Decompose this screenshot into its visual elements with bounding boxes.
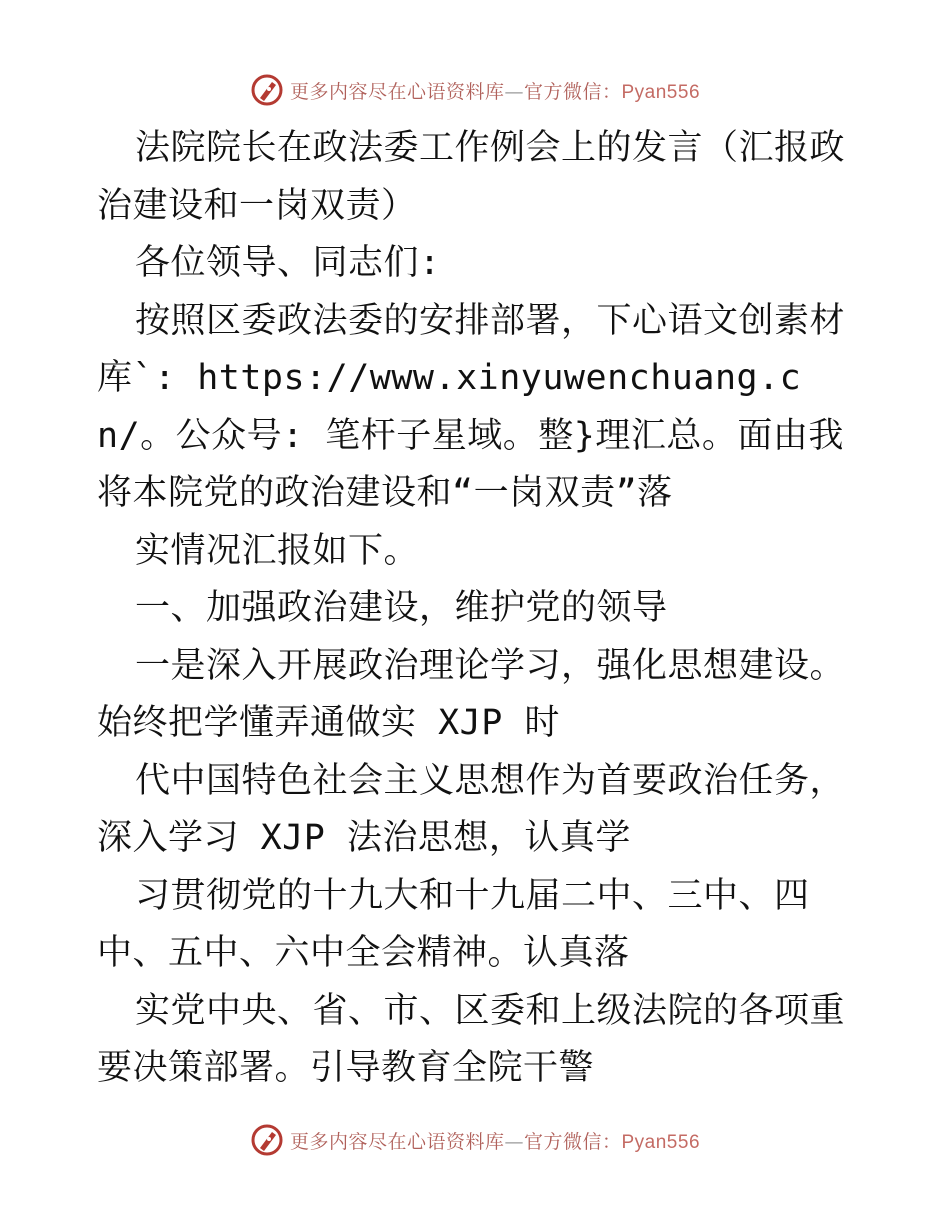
footer-banner-title: 更多内容尽在心语资料库 <box>289 1130 505 1153</box>
header-banner-contact: 官方微信： <box>523 80 622 103</box>
body-paragraph: 习贯彻党的十九大和十九届二中、三中、四中、五中、六中全会精神。认真落 <box>97 875 810 973</box>
pen-nib-circle-icon <box>250 73 284 107</box>
header-banner-account: Pyan556 <box>621 81 701 103</box>
header-banner <box>0 70 950 110</box>
salutation: 各位领导、同志们: <box>135 243 441 283</box>
footer-banner-separator: — <box>504 1130 524 1153</box>
document-body <box>97 120 857 1098</box>
footer-banner <box>0 1120 950 1160</box>
body-paragraph: 按照区委政法委的安排部署，下心语文创素材库`: https://www.xinyuwenchuang.cn/。公众号: 笔杆子星域。整}理汇总。面由我将本院党的政治建设和“一岗双责”落 <box>97 300 846 513</box>
footer-banner-text <box>290 1127 700 1154</box>
header-banner-title: 更多内容尽在心语资料库 <box>289 80 505 103</box>
document-title: 法院院长在政法委工作例会上的发言（汇报政治建设和一岗双责） <box>97 128 846 226</box>
footer-banner-account: Pyan556 <box>621 1131 701 1153</box>
pen-nib-circle-icon <box>250 1123 284 1157</box>
header-banner-text <box>290 77 700 104</box>
body-paragraph: 代中国特色社会主义思想作为首要政治任务，深入学习 XJP 法治思想，认真学 <box>97 760 846 858</box>
section-heading: 一、加强政治建设，维护党的领导 <box>135 588 668 628</box>
header-banner-separator: — <box>504 80 524 103</box>
body-paragraph: 实情况汇报如下。 <box>135 530 420 571</box>
body-paragraph: 实党中央、省、市、区委和上级法院的各项重要决策部署。引导教育全院干警 <box>97 990 846 1088</box>
body-paragraph: 一是深入开展政治理论学习，强化思想建设。始终把学懂弄通做实 XJP 时 <box>97 645 846 743</box>
footer-banner-content <box>250 1123 700 1157</box>
header-banner-content <box>250 73 700 107</box>
footer-banner-contact: 官方微信： <box>523 1130 622 1153</box>
